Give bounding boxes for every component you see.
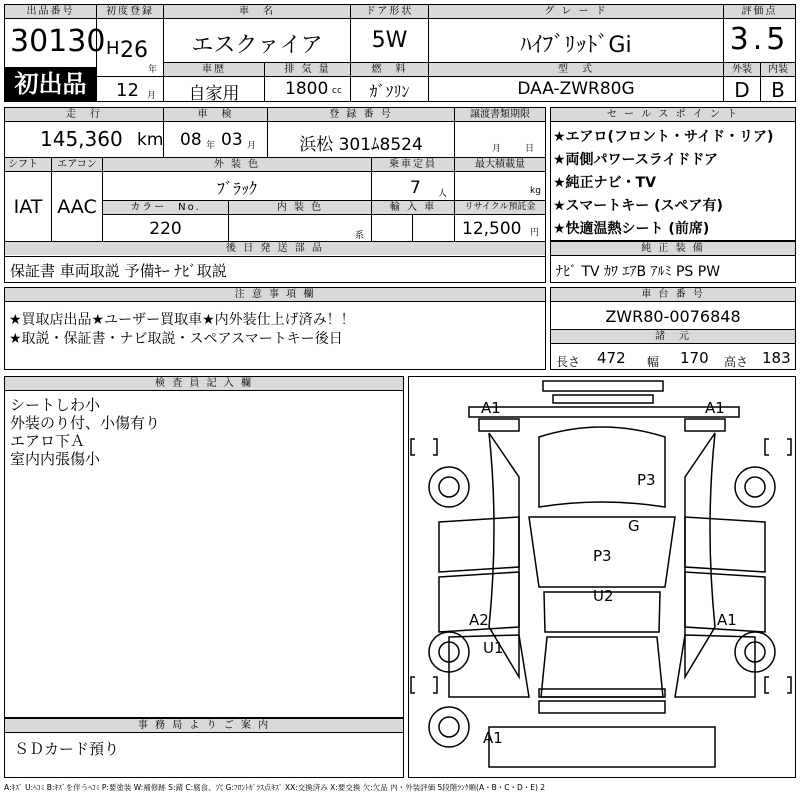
int-color-label: 内 装 色 bbox=[229, 201, 371, 215]
door-label: ドア形状 bbox=[351, 5, 428, 19]
office-text: ＳＤカード預り bbox=[14, 740, 120, 758]
inspector-line: 室内内張傷小 bbox=[10, 450, 101, 468]
sales-point: ★スマートキー (スペア有) bbox=[553, 198, 723, 214]
rear-lamp-right bbox=[765, 677, 791, 693]
mark-label: P3 bbox=[593, 547, 612, 565]
right-front-door bbox=[685, 517, 765, 572]
wheel-spare bbox=[429, 707, 469, 747]
sales-point: ★両側パワースライドドア bbox=[553, 152, 719, 168]
mark-label: A1 bbox=[481, 399, 501, 417]
plate-label: 登 録 番 号 bbox=[268, 108, 454, 122]
height: 183 bbox=[762, 349, 791, 367]
era: H bbox=[106, 38, 120, 59]
fuel: ｶﾞｿﾘﾝ bbox=[369, 82, 410, 101]
roof-panel bbox=[543, 381, 663, 391]
mileage-unit: km bbox=[137, 130, 164, 150]
legend: A:ｷｽﾞ U:ﾍｺﾐ B:ｷｽﾞを伴うﾍｺﾐ P:要塗装 W:補修跡 S:錆 C:腐食、穴 G:ﾌﾛﾝﾄｶﾞﾗｽ点ｷｽﾞ XX:交換済み X:要交換 欠:欠品 内・外装評価 5段階ﾗﾝｸ順(A・B・C・D・E) 2 bbox=[4, 783, 546, 792]
inspection-month: 03 bbox=[221, 130, 243, 150]
inspector-line: エアロ下Ａ bbox=[10, 432, 86, 450]
transfer-month-unit: 月 bbox=[492, 144, 502, 154]
sales-point: ★快適温熱シート (前席) bbox=[553, 221, 710, 237]
length: 472 bbox=[597, 349, 626, 367]
ac-label: エアコン bbox=[52, 158, 102, 172]
dims-label: 諸 元 bbox=[551, 330, 795, 344]
displacement: 1800 bbox=[285, 79, 329, 99]
grade-label: グ レ ー ド bbox=[429, 5, 723, 19]
height-label: 高さ bbox=[724, 355, 749, 369]
wheel-front-left bbox=[429, 467, 469, 507]
mark-label: U2 bbox=[593, 587, 614, 605]
inspection-label: 車 検 bbox=[164, 108, 267, 122]
sales-points-label: セ ー ル ス ポ イ ン ト bbox=[551, 108, 795, 122]
front-lights bbox=[479, 419, 725, 431]
history-label: 車歴 bbox=[164, 63, 264, 77]
score-label: 評価点 bbox=[724, 5, 795, 19]
inspection-year: 08 bbox=[180, 130, 202, 150]
sales-point: ★エアロ(フロント・サイド・リア) bbox=[553, 129, 774, 145]
max-load-label: 最大積載量 bbox=[455, 158, 545, 172]
recycle-unit: 円 bbox=[530, 228, 540, 238]
mark-label: U1 bbox=[483, 639, 504, 657]
year-unit: 年 bbox=[148, 65, 158, 75]
note-line: ★取説・保証書・ナビ取説・スペアスマートキー後日 bbox=[9, 331, 343, 347]
length-label: 長さ bbox=[556, 355, 581, 369]
width: 170 bbox=[680, 349, 709, 367]
mark-label: A1 bbox=[705, 399, 725, 417]
note-line: ★買取店出品★ユーザー買取車★内外装仕上げ済み！！ bbox=[9, 312, 355, 328]
wheel-front-right bbox=[735, 467, 775, 507]
exterior-grade: D bbox=[734, 78, 750, 102]
tail-gate bbox=[539, 689, 665, 697]
shift: IAT bbox=[13, 196, 43, 218]
chassis-number: ZWR80-0076848 bbox=[605, 307, 741, 326]
mark-label: A1 bbox=[483, 729, 503, 747]
capacity: 7 bbox=[410, 178, 421, 198]
displacement-unit: cc bbox=[332, 86, 342, 96]
model-label: 型 式 bbox=[429, 63, 723, 77]
ext-color-label: 外 装 色 bbox=[103, 158, 371, 172]
equipment-label: 純 正 装 備 bbox=[551, 242, 795, 256]
hood bbox=[539, 427, 665, 507]
capacity-label: 乗車定員 bbox=[372, 158, 454, 172]
plate-number: 浜松 301ﾑ8524 bbox=[299, 135, 423, 155]
import-label: 輸 入 車 bbox=[372, 201, 454, 215]
mark-label: G bbox=[628, 517, 640, 535]
chassis-label: 車 台 番 号 bbox=[551, 288, 795, 302]
notes-label: 注 意 事 項 欄 bbox=[5, 288, 545, 302]
color-no: 220 bbox=[149, 219, 182, 239]
shift-label: シフト bbox=[5, 158, 51, 172]
ac: AAC bbox=[57, 196, 97, 218]
interior-grade: B bbox=[771, 78, 785, 102]
door-type: 5W bbox=[371, 28, 408, 53]
grade: ﾊｲﾌﾞﾘｯﾄﾞGi bbox=[520, 33, 632, 58]
mirror-right bbox=[765, 439, 791, 455]
equipment-text: ﾅﾋﾞ TV ｶﾜ ｴｱB ｱﾙﾐ PS PW bbox=[556, 264, 721, 280]
inspection-year-unit: 年 bbox=[206, 141, 216, 151]
load-unit: kg bbox=[530, 186, 541, 196]
mark-label: A1 bbox=[717, 611, 737, 629]
sales-point: ★純正ナビ・TV bbox=[553, 175, 656, 191]
right-door-outline bbox=[685, 433, 715, 677]
first-listing-badge: 初出品 bbox=[5, 67, 96, 101]
displacement-label: 排 気 量 bbox=[265, 63, 350, 77]
later-parts-label: 後 日 発 送 部 品 bbox=[5, 242, 545, 255]
fuel-label: 燃 料 bbox=[351, 63, 428, 77]
rear-bumper bbox=[539, 701, 665, 713]
interior-label: 内装 bbox=[761, 63, 795, 77]
recycle-fee: 12,500 bbox=[462, 219, 522, 239]
exterior-label: 外装 bbox=[724, 63, 760, 77]
later-parts-text: 保証書 車両取説 予備ｷｰ ﾅﾋﾞ取説 bbox=[10, 262, 227, 280]
color-no-label: カラー No. bbox=[103, 201, 228, 215]
mileage-label: 走 行 bbox=[5, 108, 163, 122]
history: 自家用 bbox=[188, 84, 240, 104]
recycle-label: リサイクル預託金 bbox=[455, 201, 545, 215]
reg-year: 26 bbox=[120, 38, 148, 63]
mark-label: A2 bbox=[469, 611, 489, 629]
rear-view-outline bbox=[489, 727, 715, 767]
car-name-label: 車 名 bbox=[164, 5, 350, 19]
mirror-left bbox=[411, 439, 437, 455]
inspector-label: 検 査 員 記 入 欄 bbox=[5, 377, 403, 391]
lot-number-label: 出品番号 bbox=[5, 5, 96, 19]
damage-diagram bbox=[408, 376, 796, 778]
lot-number: 30130 bbox=[10, 24, 106, 59]
inspection-month-unit: 月 bbox=[247, 141, 257, 151]
int-color-unit: 系 bbox=[355, 231, 365, 241]
car-diagram-svg bbox=[409, 377, 795, 777]
mileage: 145,360 bbox=[40, 127, 123, 151]
ext-color: ﾌﾞﾗｯｸ bbox=[216, 179, 257, 198]
rear-lamp-left bbox=[411, 677, 437, 693]
car-name: エスクァイア bbox=[191, 33, 323, 58]
rear-window bbox=[541, 637, 663, 697]
left-front-door bbox=[439, 517, 519, 572]
first-reg-label: 初度登録 bbox=[97, 5, 163, 19]
reg-month: 12 bbox=[116, 80, 139, 101]
mark-label: P3 bbox=[637, 471, 656, 489]
inspector-line: シートしわ小 bbox=[10, 396, 101, 414]
score: 3.5 bbox=[729, 22, 790, 57]
office-label: 事 務 局 よ り ご 案 内 bbox=[5, 719, 403, 733]
month-unit: 月 bbox=[147, 91, 157, 101]
front-bumper bbox=[469, 407, 739, 417]
inspector-line: 外装のり付、小傷有り bbox=[10, 414, 161, 432]
transfer-deadline-label: 譲渡書類期限 bbox=[455, 108, 545, 122]
model: DAA-ZWR80G bbox=[517, 79, 635, 99]
roof-rack bbox=[553, 395, 653, 403]
right-rear-quarter bbox=[675, 635, 755, 697]
transfer-day-unit: 日 bbox=[525, 144, 535, 154]
capacity-unit: 人 bbox=[438, 189, 448, 199]
width-label: 幅 bbox=[647, 355, 660, 369]
